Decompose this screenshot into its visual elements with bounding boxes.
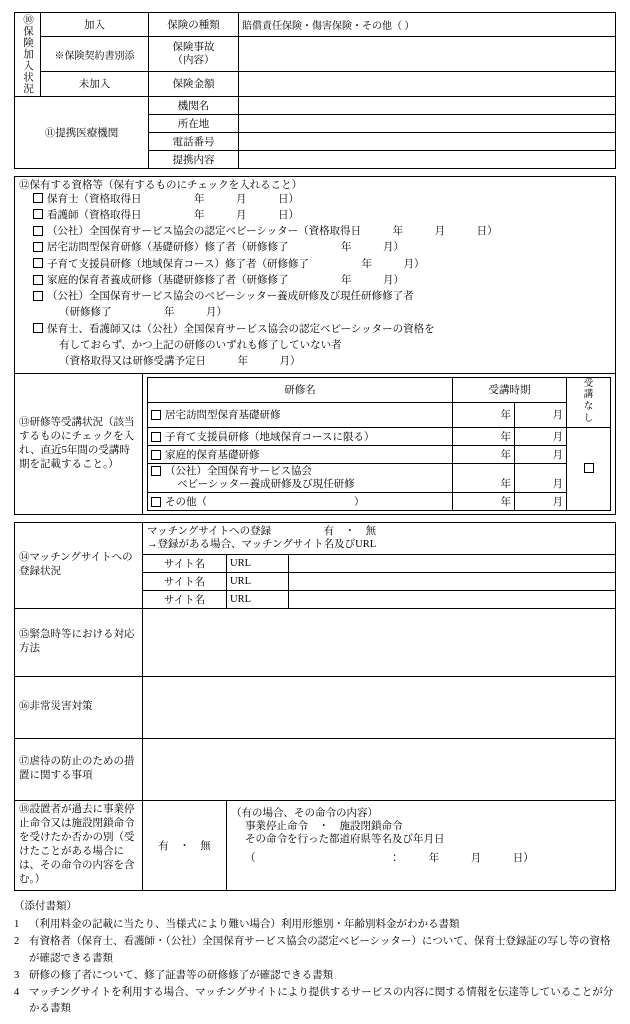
checkbox-icon[interactable] — [151, 450, 161, 460]
section13-row-3-name[interactable]: （公社）全国保育サービス協会 ベビーシッター養成研修及び現任研修 — [148, 464, 453, 493]
section13-row-4-name[interactable]: その他（ ） — [148, 493, 453, 511]
section18-detail-line-0: 事業停止命令 ・ 施設閉鎖命令 — [245, 820, 403, 832]
attachment-number-4: 4 — [14, 986, 20, 998]
section10-value-1[interactable] — [239, 37, 616, 72]
checkbox-icon[interactable] — [151, 432, 161, 442]
section14-url-label-0: URL — [227, 554, 289, 572]
section11-item-label-0: 機関名 — [149, 96, 239, 114]
section13-header-period: 受講時期 — [453, 377, 567, 402]
section11-value-1[interactable] — [239, 114, 616, 132]
section12-title: ⑫保有する資格等（保有するものにチェックを入れること） — [19, 179, 303, 191]
section14-registration-line2: →登録がある場合、マッチングサイト名及びURL — [147, 539, 377, 551]
section16-label: ⑯非常災害対策 — [15, 676, 143, 738]
attachment-text-2: 有資格者（保育士、看護師・（公社）全国保育サービス協会の認定ベビーシッター）について、保育士登録証の写し等の資格が確認できる書類 — [29, 936, 611, 964]
section10-item-label-1: 保険事故 （内容） — [149, 37, 239, 72]
checkbox-icon[interactable] — [33, 323, 43, 333]
checkbox-icon[interactable] — [33, 291, 43, 301]
section13-none-checkbox-cell[interactable] — [567, 428, 611, 511]
section10-sub-label-1: ※保険契約書別添 — [41, 37, 149, 72]
checkbox-icon[interactable] — [151, 410, 161, 420]
section14-url-label-1: URL — [227, 572, 289, 590]
checkbox-icon[interactable] — [151, 466, 161, 476]
section12-item-5[interactable]: 家庭的保育者養成研修（基礎研修修了者（研修修了 年 月） — [19, 273, 611, 289]
section14-url-label-2: URL — [227, 590, 289, 608]
attachment-item-2 — [14, 934, 616, 968]
section11-value-0[interactable] — [239, 96, 616, 114]
attachment-text-4: マッチングサイトを利用する場合、マッチングサイトにより提供するサービスの内容に関する情報を伝達等していることが分かる書類 — [29, 986, 614, 1015]
attachment-item-4 — [14, 985, 616, 1019]
checkbox-icon[interactable] — [151, 497, 161, 507]
section-qualifications-and-training — [14, 176, 616, 516]
attachment-number-2: 2 — [14, 936, 20, 948]
section13-row-0-name[interactable]: 居宅訪問型保育基礎研修 — [148, 402, 453, 427]
section18-detail-line-2: （ ： 年 月 日） — [245, 852, 534, 864]
section12-item-6[interactable]: （公社）全国保育サービス協会のベビーシッター養成研修及び現任研修修了者 — [19, 289, 611, 305]
attachment-number-1: 1 — [14, 919, 20, 931]
section11-label: ⑪提携医療機関 — [15, 96, 149, 168]
section13-table-wrap — [143, 373, 616, 515]
section14-url-value-1[interactable] — [289, 572, 616, 590]
section14-registration-line1: マッチングサイトへの登録 有 ・ 無 — [147, 526, 377, 538]
attachments-title: （添付書類） — [14, 900, 77, 912]
section16-value[interactable] — [143, 676, 616, 738]
section13-row-4-month[interactable]: 月 — [515, 493, 567, 511]
section13-row-2-name[interactable]: 家庭的保育基礎研修 — [148, 446, 453, 464]
section12-item-9: 有しておらず、かつ上記の研修のいずれも修了していない者 — [59, 340, 342, 352]
checkbox-icon[interactable] — [33, 275, 43, 285]
section13-header-none: 受 講 な し — [567, 377, 611, 428]
section14-site-label-2: サイト名 — [143, 590, 227, 608]
attachment-text-1: （利用料金の記載に当たり、当様式により難い場合）利用形態別・年齢別料金がわかる書類 — [29, 919, 460, 931]
section-insurance-and-medical — [14, 12, 616, 169]
section13-row-4-year[interactable]: 年 — [453, 493, 515, 511]
section15-label: ⑮緊急時等における対応方法 — [15, 608, 143, 676]
section13-row-2-month[interactable]: 月 — [515, 446, 567, 464]
section11-value-3[interactable] — [239, 150, 616, 168]
section12-item-7: （研修修了 年 月） — [59, 307, 227, 319]
section13-row-0-month[interactable]: 月 — [515, 402, 567, 427]
section10-item-label-0: 保険の種類 — [149, 13, 239, 37]
section14-registration[interactable] — [143, 523, 616, 554]
section15-value[interactable] — [143, 608, 616, 676]
section12-item-8[interactable]: 保育士、看護師又は（公社）全国保育サービス協会の認定ベビーシッターの資格を — [19, 322, 611, 338]
attachment-number-3: 3 — [14, 969, 20, 981]
section14-url-value-2[interactable] — [289, 590, 616, 608]
section13-row-3-year[interactable]: 年 — [453, 464, 515, 493]
section17-value[interactable] — [143, 738, 616, 800]
checkbox-icon[interactable] — [33, 226, 43, 236]
section10-sub-label-0: 加入 — [41, 13, 149, 37]
section13-row-1-name[interactable]: 子育て支援員研修（地域保育コースに限る） — [148, 428, 453, 446]
section12-item-0[interactable]: 保育士（資格取得日 年 月 日） — [19, 192, 611, 208]
section10-value-0[interactable]: 賠償責任保険・傷害保険・その他（ ） — [239, 13, 616, 37]
section12-item-1[interactable]: 看護師（資格取得日 年 月 日） — [19, 208, 611, 224]
section12-block — [15, 176, 616, 373]
section14-url-value-0[interactable] — [289, 554, 616, 572]
attachment-text-3: 研修の修了者について、修了証書等の研修修了が確認できる書類 — [29, 969, 334, 981]
section13-row-3-month[interactable]: 月 — [515, 464, 567, 493]
section14-site-label-0: サイト名 — [143, 554, 227, 572]
section18-detail-line-1: その命令を行った都道府県等名及び年月日 — [245, 833, 445, 845]
attachments-block — [14, 899, 616, 1019]
section13-row-0-year[interactable]: 年 — [453, 402, 515, 427]
section13-label: ⑬研修等受講状況（該当するものにチェックを入れ、直近5年間の受講時期を記載すること。） — [15, 373, 143, 515]
attachment-item-3 — [14, 968, 616, 985]
section18-detail-title: （有の場合、その命令の内容） — [231, 807, 378, 819]
section17-label: ⑰虐待の防止のための措置に関する事項 — [15, 738, 143, 800]
checkbox-icon[interactable] — [33, 209, 43, 219]
section12-item-2[interactable]: （公社）全国保育サービス協会の認定ベビーシッター（資格取得日 年 月 日） — [19, 224, 611, 240]
section11-item-label-2: 電話番号 — [149, 132, 239, 150]
section-matching-and-measures — [14, 522, 616, 890]
section11-value-2[interactable] — [239, 132, 616, 150]
section18-choice[interactable]: 有 ・ 無 — [143, 800, 227, 890]
section14-label: ⑭マッチングサイトへの登録状況 — [15, 523, 143, 608]
section18-detail[interactable] — [227, 800, 616, 890]
checkbox-icon[interactable] — [33, 242, 43, 252]
section14-site-label-1: サイト名 — [143, 572, 227, 590]
section11-item-label-1: 所在地 — [149, 114, 239, 132]
section18-label: ⑱設置者が過去に事業停止命令又は施設閉鎖命令を受けたか否かの別（受けたことがある場合には、その命令の内容を含む。） — [15, 800, 143, 890]
section10-sub-label-2: 未加入 — [41, 72, 149, 96]
section13-row-2-year[interactable]: 年 — [453, 446, 515, 464]
section13-table — [147, 377, 611, 512]
section10-item-label-2: 保険金額 — [149, 72, 239, 96]
section11-item-label-3: 提携内容 — [149, 150, 239, 168]
section13-row-1-year[interactable]: 年 — [453, 428, 515, 446]
section12-item-4[interactable]: 子育て支援員研修（地域保育コース）修了者（研修修了 年 月） — [19, 257, 611, 273]
section12-item-10: （資格取得又は研修受講予定日 年 月） — [59, 356, 301, 368]
checkbox-icon[interactable] — [33, 258, 43, 268]
attachment-item-1 — [14, 917, 616, 934]
checkbox-icon[interactable] — [584, 463, 594, 473]
section13-header-name: 研修名 — [148, 377, 453, 402]
section13-row-1-month[interactable]: 月 — [515, 428, 567, 446]
section10-value-2[interactable] — [239, 72, 616, 96]
checkbox-icon[interactable] — [33, 193, 43, 203]
section10-vertical-label: ⑩保険加入状況 — [15, 13, 41, 97]
section12-item-3[interactable]: 居宅訪問型保育研修（基礎研修）修了者（研修修了 年 月） — [19, 240, 611, 256]
